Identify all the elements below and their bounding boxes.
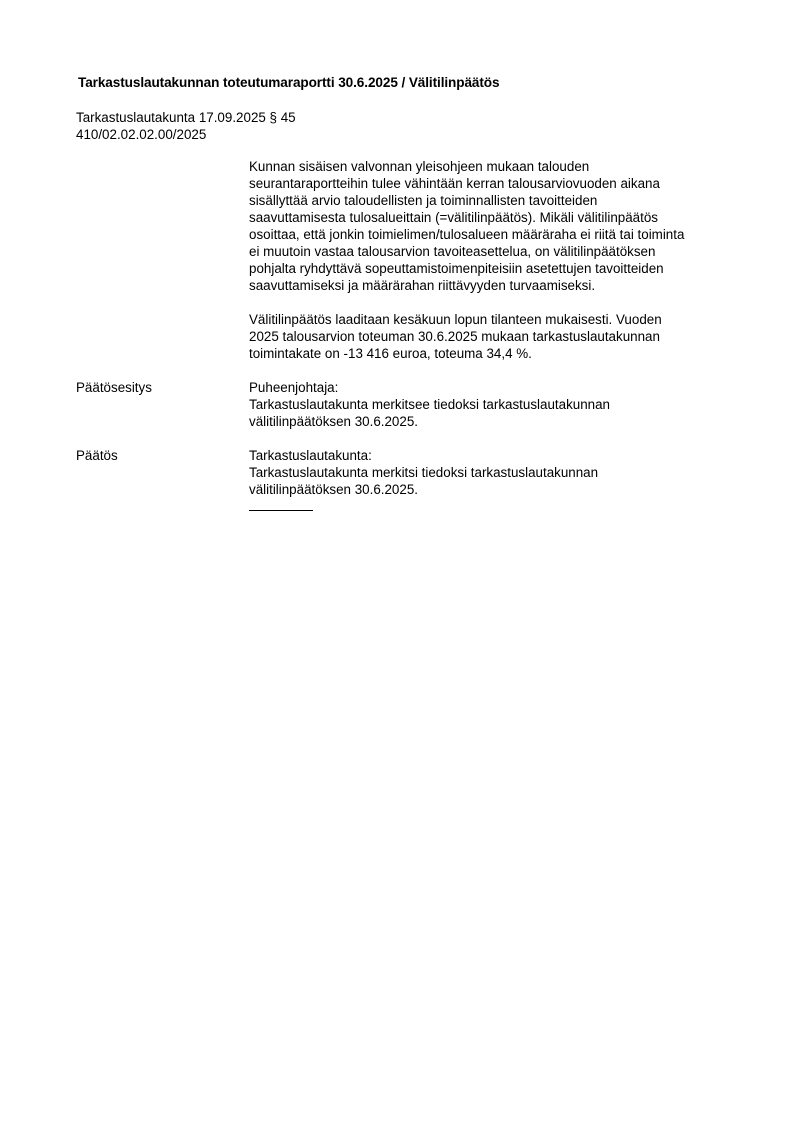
decision-text-line: Tarkastuslautakunta merkitsi tiedoksi tarkastuslautakunnan (249, 465, 599, 480)
proposal-text-line: Tarkastuslautakunta merkitsee tiedoksi tarkastuslautakunnan (249, 397, 610, 412)
proposal-content (249, 379, 739, 430)
paragraph-line: seurantaraportteihin tulee vähintään kerran talousarviovuoden aikana (249, 176, 660, 191)
paragraph-line: Kunnan sisäisen valvonnan yleisohjeen mukaan talouden (249, 159, 590, 174)
paragraph-line: Välitilinpäätös laaditaan kesäkuun lopun tilanteen mukaisesti. Vuoden (249, 312, 662, 327)
paragraph-line: saavuttamisesta tulosalueittain (=välitilinpäätös). Mikäli välitilinpäätös (249, 210, 658, 225)
meeting-reference: Tarkastuslautakunta 17.09.2025 § 45 (76, 110, 296, 125)
decision-label: Päätös (76, 448, 118, 463)
document-title: Tarkastuslautakunnan toteutumaraportti 30.6.2025 / Välitilinpäätös (78, 75, 500, 90)
paragraph-line: pohjalta ryhdyttävä sopeuttamistoimenpiteisiin asetettujen tavoitteiden (249, 261, 664, 276)
paragraph-line: saavuttamiseksi ja määrärahan riittävyyden turvaamiseksi. (249, 278, 596, 293)
paragraph-line: 2025 talousarvion toteuman 30.6.2025 mukaan tarkastuslautakunnan (249, 329, 660, 344)
proposal-presenter: Puheenjohtaja: (249, 380, 339, 395)
end-rule-divider (249, 510, 313, 511)
proposal-text-line: välitilinpäätöksen 30.6.2025. (249, 414, 418, 429)
proposal-label: Päätösesitys (76, 380, 152, 395)
paragraph-line: osoittaa, että jonkin toimielimen/tulosalueen määräraha ei riitä tai toiminta (249, 227, 685, 242)
record-number: 410/02.02.02.00/2025 (76, 127, 207, 142)
background-paragraph (249, 158, 739, 294)
summary-paragraph (249, 311, 739, 362)
paragraph-line: toimintakate on -13 416 euroa, toteuma 34,4 %. (249, 346, 532, 361)
decision-body: Tarkastuslautakunta: (249, 448, 372, 463)
decision-text-line: välitilinpäätöksen 30.6.2025. (249, 482, 418, 497)
decision-content (249, 447, 739, 498)
paragraph-line: ei muutoin vastaa talousarvion tavoiteasettelua, on välitilinpäätöksen (249, 244, 656, 259)
paragraph-line: sisällyttää arvio taloudellisten ja toiminnallisten tavoitteiden (249, 193, 598, 208)
